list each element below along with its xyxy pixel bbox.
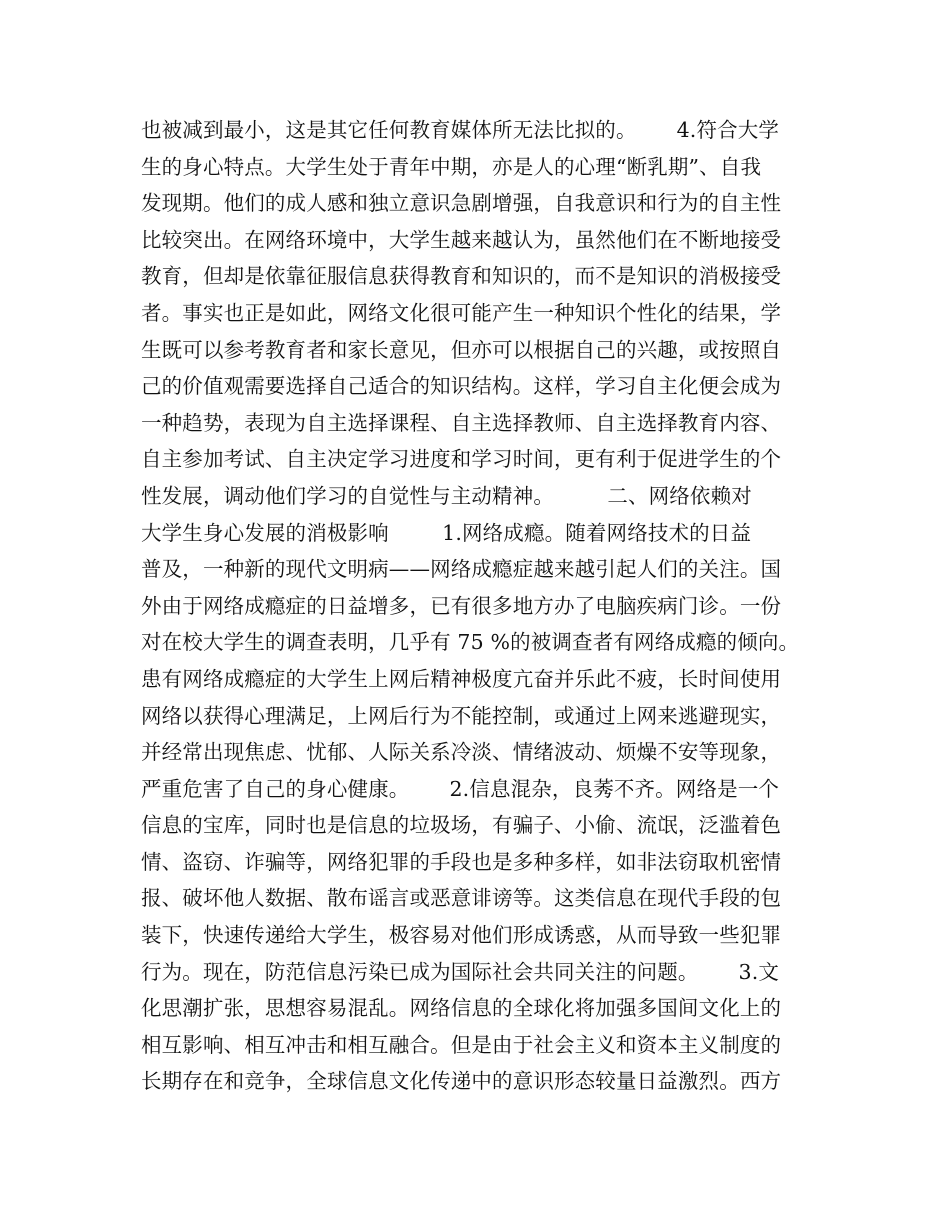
text-line: 一种趋势，表现为自主选择课程、自主选择教师、自主选择教育内容、 — [141, 410, 782, 435]
text-line: 并经常出现焦虑、忧郁、人际关系冷淡、情绪波动、烦燥不安等现象， — [141, 740, 782, 765]
text-line: 教育，但却是依靠征服信息获得教育和知识的，而不是知识的消极接受 — [141, 264, 782, 289]
text-line: 患有网络成瘾症的大学生上网后精神极度亢奋并乐此不疲，长时间使用 — [141, 666, 782, 691]
text-line: 化思潮扩张，思想容易混乱。网络信息的全球化将加强多国间文化上的 — [141, 996, 782, 1021]
text-line: 装下，快速传递给大学生，极容易对他们形成诱惑，从而导致一些犯罪 — [141, 923, 782, 948]
text-line: 外由于网络成瘾症的日益增多，已有很多地方办了电脑疾病门诊。一份 — [141, 593, 782, 618]
text-line: 生既可以参考教育者和家长意见，但亦可以根据自己的兴趣，或按照自 — [141, 337, 782, 362]
text-line: 相互影响、相互冲击和相互融合。但是由于社会主义和资本主义制度的 — [141, 1032, 782, 1057]
text-line: 生的身心特点。大学生处于青年中期，亦是人的心理“断乳期”、自我 — [141, 154, 762, 179]
text-line: 普及，一种新的现代文明病——网络成瘾症越来越引起人们的关注。国 — [141, 557, 782, 582]
text-line: 己的价值观需要选择自己适合的知识结构。这样，学习自主化便会成为 — [141, 374, 782, 399]
text-line: 长期存在和竞争，全球信息文化传递中的意识形态较量日益激烈。西方 — [141, 1069, 782, 1094]
text-line: 行为。现在，防范信息污染已成为国际社会共同关注的问题。 3.文 — [141, 959, 780, 984]
text-line: 对在校大学生的调查表明，几乎有 75 %的被调查者有网络成瘾的倾向。 — [141, 630, 800, 655]
text-line: 也被减到最小，这是其它任何教育媒体所无法比拟的。 4.符合大学 — [141, 118, 780, 142]
text-line: 大学生身心发展的消极影响 1.网络成瘾。随着网络技术的日益 — [141, 520, 752, 545]
text-line: 自主参加考试、自主决定学习进度和学习时间，更有利于促进学生的个 — [141, 447, 782, 472]
text-line: 比较突出。在网络环境中，大学生越来越认为，虽然他们在不断地接受 — [141, 227, 782, 252]
text-line: 发现期。他们的成人感和独立意识急剧增强，自我意识和行为的自主性 — [141, 191, 782, 216]
text-line: 严重危害了自己的身心健康。 2.信息混杂，良莠不齐。网络是一个 — [141, 776, 780, 801]
text-line: 者。事实也正是如此，网络文化很可能产生一种知识个性化的结果，学 — [141, 300, 782, 325]
text-line: 网络以获得心理满足，上网后行为不能控制，或通过上网来逃避现实， — [141, 703, 782, 728]
text-line: 情、盗窃、诈骗等，网络犯罪的手段也是多种多样，如非法窃取机密情 — [141, 849, 782, 874]
body-text — [141, 112, 813, 1100]
text-line: 性发展，调动他们学习的自觉性与主动精神。 二、网络依赖对 — [141, 483, 752, 508]
text-line: 信息的宝库，同时也是信息的垃圾场，有骗子、小偷、流氓，泛滥着色 — [141, 813, 782, 838]
text-line: 报、破坏他人数据、散布谣言或恶意诽谤等。这类信息在现代手段的包 — [141, 886, 782, 911]
